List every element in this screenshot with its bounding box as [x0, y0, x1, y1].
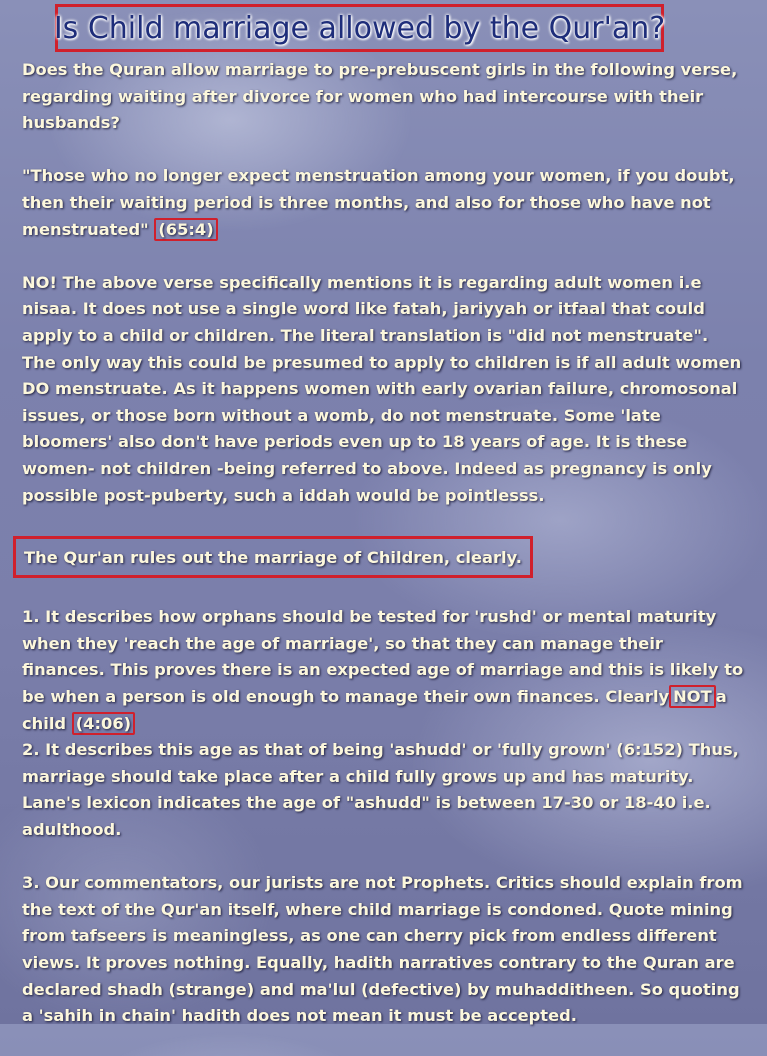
point-1 — [22, 604, 747, 737]
section-heading-text: The Qur'an rules out the marriage of Children, clearly. — [24, 547, 522, 567]
verse-reference: (65:4) — [154, 218, 217, 241]
verse-text: "Those who no longer expect menstruation among your women, if you doubt, then their waiting period is three months, and also for those who have not menstruated" — [22, 166, 735, 239]
intro-paragraph: Does the Quran allow marriage to pre-prebuscent girls in the following verse, regarding waiting after divorce for women who had intercourse with their husbands? — [22, 60, 738, 133]
point-1-reference: (4:06) — [72, 712, 135, 735]
point-2: 2. It describes this age as that of being 'ashudd' or 'fully grown' (6:152) Thus, marriage should take place after a child fully grows up and has maturity. Lane's lexicon indicates the age of "ashudd" is between 17-30 or 18-40 i.e. adulthood. — [22, 740, 739, 840]
answer-paragraph: NO! The above verse specifically mentions it is regarding adult women i.e nisaa. It does not use a single word like fatah, jariyyah or itfaal that could apply to a child or children. The literal translation is "did not menstruate". The only way this could be presumed to apply to children is if all adult women DO menstruate. As it happens women with early ovarian failure, chromosonal issues, or those born without a womb, do not menstruate. Some 'late bloomers' also don't have periods even up to 18 years of age. It is these women- not children -being referred to above. Indeed as pregnancy is only possible post-puberty, such a iddah would be pointlesss. — [22, 272, 742, 505]
point-3: 3. Our commentators, our jurists are not Prophets. Critics should explain from the text of the Qur'an itself, where child marriage is condoned. Quote mining from tafseers is meaningless, as one can cherry pick from endless different views. It proves nothing. Equally, hadith narratives contrary to the Quran are declared shadh (strange) and ma'lul (defective) by muhaddithеen. So quoting a 'sahih in chain' hadith does not mean it must be accepted. — [22, 873, 743, 1026]
title-box — [55, 4, 664, 52]
point-1-text: 1. It describes how orphans should be tested for 'rushd' or mental maturity when they 'reach the age of marriage', so that they can manage their finances. This proves there is an expected age of marriage and this is likely to be when a person is old enough to manage their own finances. Clearly — [22, 607, 744, 707]
article-body — [22, 57, 747, 1056]
not-emphasis: NOT — [669, 685, 716, 708]
section-heading — [13, 536, 533, 579]
verse-paragraph — [22, 163, 747, 243]
page-title: Is Child marriage allowed by the Qur'an? — [53, 10, 666, 46]
point-1-tail: a child — [22, 687, 727, 733]
